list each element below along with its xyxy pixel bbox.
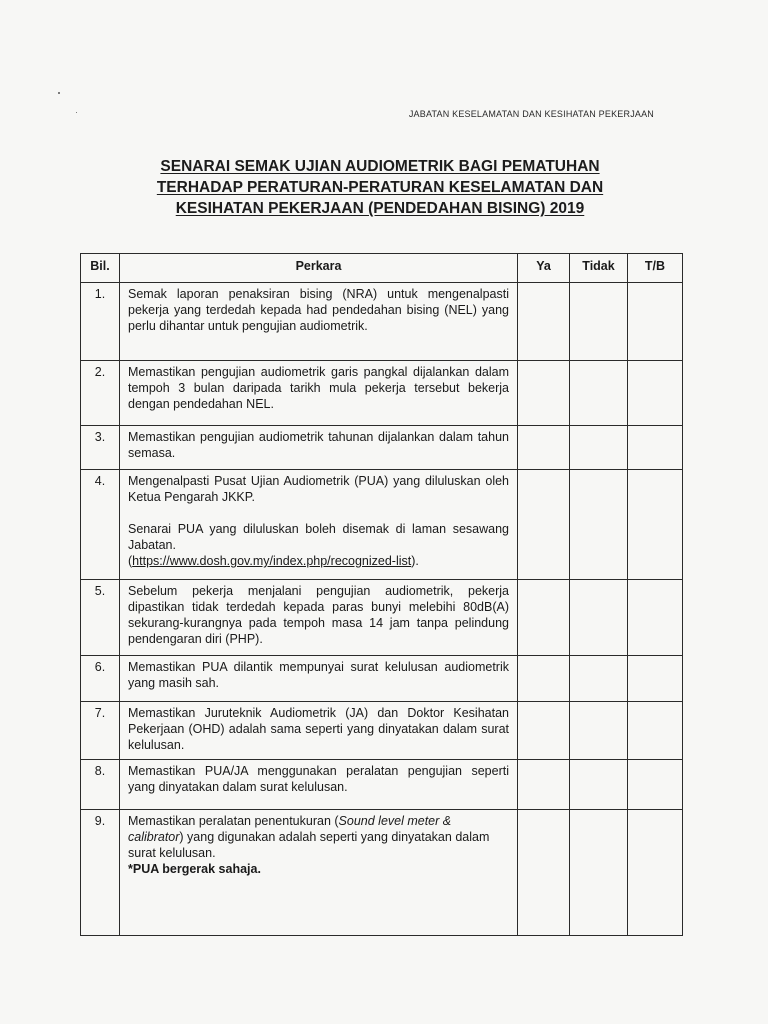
checkbox-tidak[interactable] — [570, 702, 628, 760]
column-header-tidak: Tidak — [570, 254, 628, 283]
link-paren-open: ( — [128, 554, 133, 568]
checkbox-tb[interactable] — [628, 580, 683, 656]
row-number: 5. — [81, 580, 120, 656]
checkbox-tidak[interactable] — [570, 760, 628, 810]
item-text: Memastikan pengujian audiometrik tahunan dijalankan dalam tahun semasa. — [128, 430, 509, 460]
item-text: Sebelum pekerja menjalani pengujian audiometrik, pekerja dipastikan tidak terdedah kepada paras bunyi melebihi 80dB(A) sekurang-kurangnya pada tempoh masa 14 jam tanpa pelindung pendengaran diri (PHP). — [128, 584, 509, 646]
checkbox-ya[interactable] — [518, 760, 570, 810]
checkbox-tidak[interactable] — [570, 580, 628, 656]
checkbox-ya[interactable] — [518, 426, 570, 470]
checkbox-tb[interactable] — [628, 361, 683, 426]
item-text — [128, 813, 509, 861]
table-row — [81, 656, 683, 702]
checkbox-ya[interactable] — [518, 283, 570, 361]
row-item — [120, 580, 518, 656]
row-item — [120, 470, 518, 580]
item-text-part-a: Memastikan peralatan penentukuran ( — [128, 814, 339, 828]
table-row — [81, 470, 683, 580]
table-row — [81, 810, 683, 936]
checkbox-tidak[interactable] — [570, 810, 628, 936]
title-line-3: KESIHATAN PEKERJAAN (PENDEDAHAN BISING) 2019 — [175, 200, 585, 217]
column-header-tb: T/B — [628, 254, 683, 283]
row-item — [120, 760, 518, 810]
checkbox-tidak[interactable] — [570, 361, 628, 426]
row-number: 6. — [81, 656, 120, 702]
item-text: Memastikan PUA/JA menggunakan peralatan pengujian seperti yang dinyatakan dalam surat kelulusan. — [128, 764, 509, 794]
row-number: 4. — [81, 470, 120, 580]
checkbox-ya[interactable] — [518, 470, 570, 580]
mobile-pua-note: *PUA bergerak sahaja. — [128, 862, 261, 876]
item-text-list-note: Senarai PUA yang diluluskan boleh disemak di laman sesawang Jabatan. — [128, 522, 509, 552]
row-number: 3. — [81, 426, 120, 470]
row-number: 2. — [81, 361, 120, 426]
checkbox-tidak[interactable] — [570, 283, 628, 361]
row-number: 1. — [81, 283, 120, 361]
table-row — [81, 702, 683, 760]
item-text: Memastikan Juruteknik Audiometrik (JA) dan Doktor Kesihatan Pekerjaan (OHD) adalah sama seperti yang dinyatakan dalam surat kelulusan. — [128, 706, 509, 752]
checkbox-tb[interactable] — [628, 760, 683, 810]
checkbox-tb[interactable] — [628, 426, 683, 470]
column-header-bil: Bil. — [81, 254, 120, 283]
checkbox-ya[interactable] — [518, 580, 570, 656]
item-text-secondary — [128, 521, 509, 569]
table-row — [81, 580, 683, 656]
row-item — [120, 283, 518, 361]
checkbox-ya[interactable] — [518, 656, 570, 702]
row-item — [120, 702, 518, 760]
table-row — [81, 760, 683, 810]
row-number: 9. — [81, 810, 120, 936]
table-row — [81, 361, 683, 426]
row-item — [120, 426, 518, 470]
organization-header: JABATAN KESELAMATAN DAN KESIHATAN PEKERJAAN — [408, 109, 654, 119]
title-line-1: SENARAI SEMAK UJIAN AUDIOMETRIK BAGI PEMATUHAN — [160, 158, 600, 175]
column-header-perkara: Perkara — [120, 254, 518, 283]
recognized-list-link[interactable]: https://www.dosh.gov.my/index.php/recognized-list — [132, 554, 412, 568]
column-header-ya: Ya — [518, 254, 570, 283]
checkbox-ya[interactable] — [518, 361, 570, 426]
checklist-table — [80, 253, 683, 936]
checkbox-tidak[interactable] — [570, 426, 628, 470]
item-text: Mengenalpasti Pusat Ujian Audiometrik (PUA) yang diluluskan oleh Ketua Pengarah JKKP. — [128, 474, 509, 504]
item-text: Memastikan PUA dilantik mempunyai surat kelulusan audiometrik yang masih sah. — [128, 660, 509, 690]
scan-speck — [76, 112, 77, 113]
table-header-row — [81, 254, 683, 283]
checkbox-tidak[interactable] — [570, 470, 628, 580]
scan-speck — [58, 92, 60, 94]
item-text: Semak laporan penaksiran bising (NRA) untuk mengenalpasti pekerja yang terdedah kepada had pendedahan bising (NEL) yang perlu dihantar untuk pengujian audiometrik. — [128, 287, 509, 333]
item-text-italic: Sound level meter & calibrator — [128, 814, 452, 844]
checkbox-tb[interactable] — [628, 470, 683, 580]
title-line-2: TERHADAP PERATURAN-PERATURAN KESELAMATAN DAN — [156, 179, 604, 196]
row-item — [120, 361, 518, 426]
row-item — [120, 656, 518, 702]
row-number: 7. — [81, 702, 120, 760]
item-text: Memastikan pengujian audiometrik garis pangkal dijalankan dalam tempoh 3 bulan daripada tarikh mula pekerja tersebut bekerja dengan pendedahan NEL. — [128, 365, 509, 411]
link-paren-close: ). — [411, 554, 419, 568]
checkbox-tb[interactable] — [628, 283, 683, 361]
document-title — [90, 156, 670, 219]
item-text-part-b: ) yang digunakan adalah seperti yang dinyatakan dalam surat kelulusan. — [128, 830, 490, 860]
checkbox-tb[interactable] — [628, 656, 683, 702]
checkbox-tb[interactable] — [628, 702, 683, 760]
checkbox-ya[interactable] — [518, 810, 570, 936]
checkbox-tb[interactable] — [628, 810, 683, 936]
row-number: 8. — [81, 760, 120, 810]
checkbox-ya[interactable] — [518, 702, 570, 760]
checkbox-tidak[interactable] — [570, 656, 628, 702]
table-row — [81, 426, 683, 470]
row-item — [120, 810, 518, 936]
table-row — [81, 283, 683, 361]
